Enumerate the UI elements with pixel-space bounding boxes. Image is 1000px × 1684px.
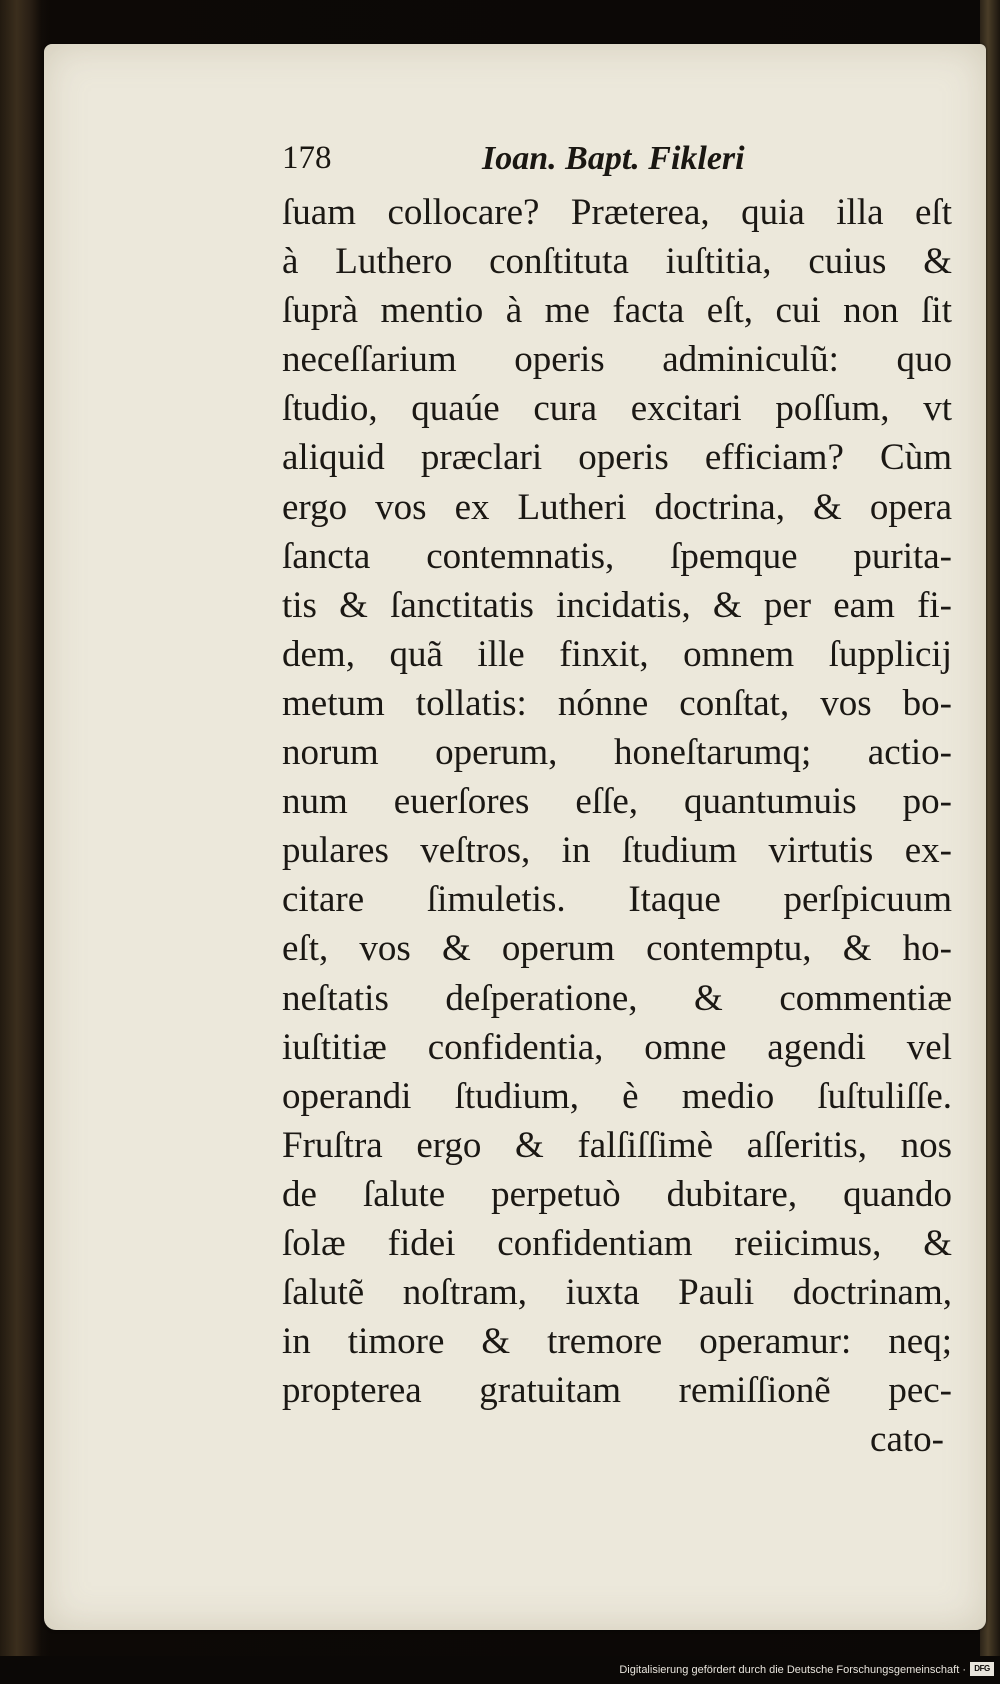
- text-line: metum tollatis: nónne conſtat, vos bo-: [282, 682, 952, 724]
- text-line: neſtatis deſperatione, & commentiæ: [282, 977, 952, 1019]
- book-spine-edge: [0, 0, 42, 1684]
- running-title: Ioan. Bapt. Fikleri: [482, 140, 745, 177]
- running-head: [282, 140, 762, 180]
- text-line: de ſalute perpetuò dubitare, quando: [282, 1173, 952, 1215]
- text-line: ſuam collocare? Præterea, quia illa eſt: [282, 192, 952, 233]
- text-line: ſuprà mentio à me facta eſt, cui non ſit: [282, 290, 952, 332]
- text-line: propterea gratuitam remiſſionẽ pec-: [282, 1370, 952, 1412]
- text-line: citare ſimuletis. Itaque perſpicuum: [282, 879, 952, 921]
- digitization-footer: [0, 1656, 1000, 1684]
- text-line: operandi ſtudium, è medio ſuſtuliſſe.: [282, 1075, 952, 1117]
- body-text: [282, 188, 952, 1464]
- text-line: iuſtitiæ confidentia, omne agendi vel: [282, 1026, 952, 1068]
- text-line: ſolæ fidei confidentiam reiicimus, &: [282, 1222, 952, 1264]
- dfg-logo: DFG: [970, 1662, 994, 1676]
- text-line: ſalutẽ noſtram, iuxta Pauli doctrinam,: [282, 1272, 952, 1314]
- text-line: à Luthero conſtituta iuſtitia, cuius &: [282, 241, 952, 283]
- page-number: 178: [282, 140, 332, 176]
- text-line: in timore & tremore operamur: neq;: [282, 1321, 952, 1363]
- text-line: neceſſarium operis adminiculũ: quo: [282, 339, 952, 381]
- text-line: ergo vos ex Lutheri doctrina, & opera: [282, 486, 952, 528]
- text-line: dem, quã ille finxit, omnem ſupplicij: [282, 633, 952, 675]
- text-line: norum operum, honeſtarumq; actio-: [282, 732, 952, 774]
- text-line: num euerſores eſſe, quantumuis po-: [282, 781, 952, 823]
- text-line: Fruſtra ergo & falſiſſimè aſſeritis, nos: [282, 1124, 952, 1166]
- text-line: pulares veſtros, in ſtudium virtutis ex-: [282, 830, 952, 872]
- catchword: cato-: [870, 1419, 944, 1461]
- text-line: tis & ſanctitatis incidatis, & per eam fi-: [282, 584, 952, 626]
- text-line: ſtudio, quaúe cura excitari poſſum, vt: [282, 388, 952, 430]
- text-line: eſt, vos & operum contemptu, & ho-: [282, 928, 952, 970]
- text-line: ſancta contemnatis, ſpemque purita-: [282, 535, 952, 577]
- text-line: aliquid præclari operis efficiam? Cùm: [282, 437, 952, 479]
- funding-credit: Digitalisierung gefördert durch die Deutsche Forschungsgemeinschaft ·: [619, 1664, 966, 1676]
